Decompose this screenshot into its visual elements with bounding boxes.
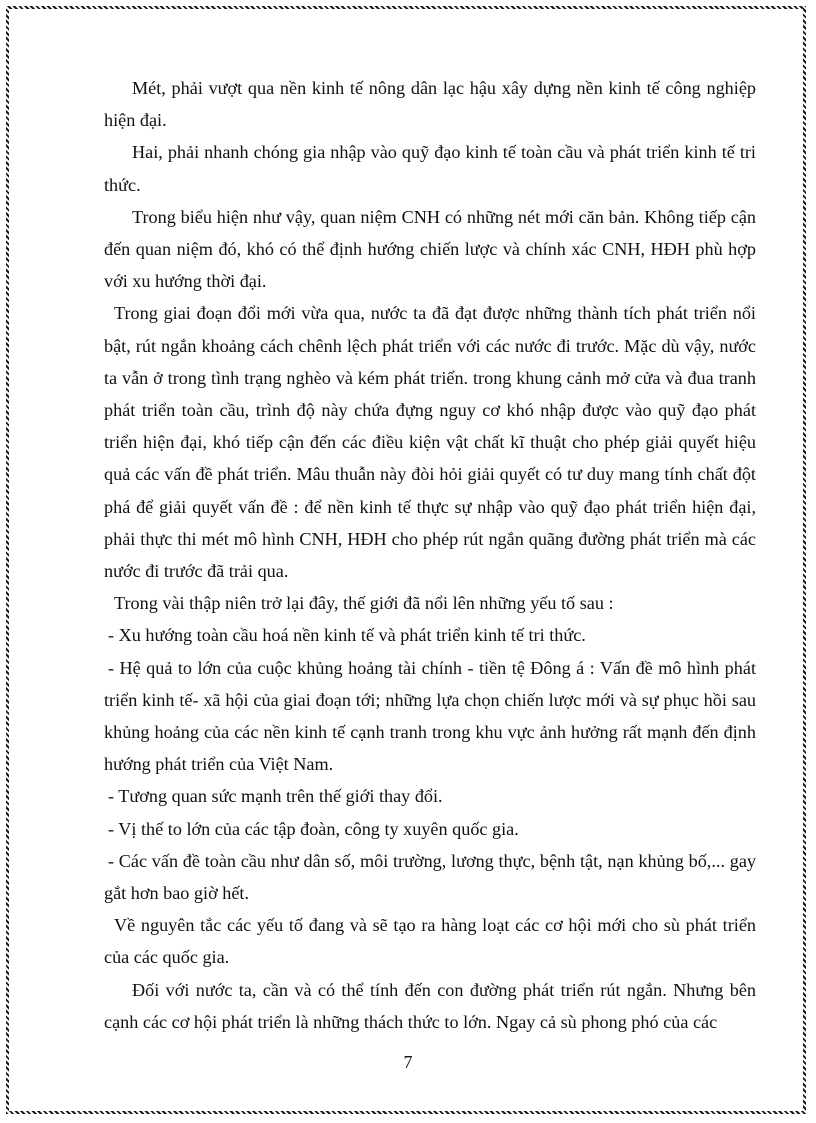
paragraph-3: Trong biểu hiện như vậy, quan niệm CNH có những nét mới căn bản. Không tiếp cận đến quan niệm đó, khó có thể định hướng chiến lược và chính xác CNH, HĐH phù hợp với xu hướng thời đại.: [104, 206, 756, 292]
document-body: [104, 72, 756, 1038]
bullet-5: - Các vấn đề toàn cầu như dân số, môi trường, lương thực, bệnh tật, nạn khủng bố,... gay gắt hơn bao giờ hết.: [104, 850, 756, 904]
bullet-4: - Vị thế to lớn của các tập đoàn, công ty xuyên quốc gia.: [108, 818, 519, 839]
paragraph-7: Đối với nước ta, cần và có thể tính đến con đường phát triển rút ngắn. Nhưng bên cạnh các cơ hội phát triển là những thách thức to lớn. Ngay cả sù phong phó của các: [104, 979, 756, 1032]
paragraph-5: Trong vài thập niên trở lại đây, thế giới đã nổi lên những yếu tố sau :: [114, 593, 614, 614]
page-number: 7: [403, 1052, 413, 1072]
paragraph-1: Mét, phải vượt qua nền kinh tế nông dân lạc hậu xây dựng nền kinh tế công nghiệp hiện đại.: [104, 78, 756, 131]
bullet-1: - Xu hướng toàn cầu hoá nền kinh tế và phát triển kinh tế tri thức.: [108, 625, 586, 646]
paragraph-4: Trong giai đoạn đổi mới vừa qua, nước ta đã đạt được những thành tích phát triển nổi bật, rút ngắn khoảng cách chênh lệch phát triển với các nước đi trước. Mặc dù vậy, nước ta vẫn ở trong tình trạng nghèo và kém phát triển. trong khung cảnh mở cửa và đua tranh phát triển toàn cầu, trình độ này chứa đựng nguy cơ khó nhập được vào quỹ đạo phát triển hiện đại, khó tiếp cận đến các điều kiện vật chất kĩ thuật cho phép giải quyết hiệu quả các vấn đề phát triển. Mâu thuẫn này đòi hỏi giải quyết có tư duy mang tính chất đột phá để giải quyết vấn đề : để nền kinh tế thực sự nhập vào quỹ đạo phát triển hiện đại, phải thực thi mét mô hình CNH, HĐH cho phép rút ngắn quãng đường phát triển mà các nước đi trước đã trải qua.: [104, 303, 756, 582]
paragraph-2: Hai, phải nhanh chóng gia nhập vào quỹ đạo kinh tế toàn cầu và phát triển kinh tế tri thức.: [104, 142, 756, 195]
bullet-3: - Tương quan sức mạnh trên thế giới thay đổi.: [108, 786, 443, 807]
paragraph-6: Về nguyên tắc các yếu tố đang và sẽ tạo ra hàng loạt các cơ hội mới cho sù phát triển của các quốc gia.: [104, 915, 756, 968]
bullet-2: - Hệ quả to lớn của cuộc khủng hoảng tài chính - tiền tệ Đông á : Vấn đề mô hình phát triển kinh tế- xã hội của giai đoạn tới; những lựa chọn chiến lược mới và sự phục hồi sau khủng hoảng của các nền kinh tế cạnh tranh trong khu vực ảnh hưởng rất mạnh đến định hướng phát triển của Việt Nam.: [104, 657, 756, 775]
